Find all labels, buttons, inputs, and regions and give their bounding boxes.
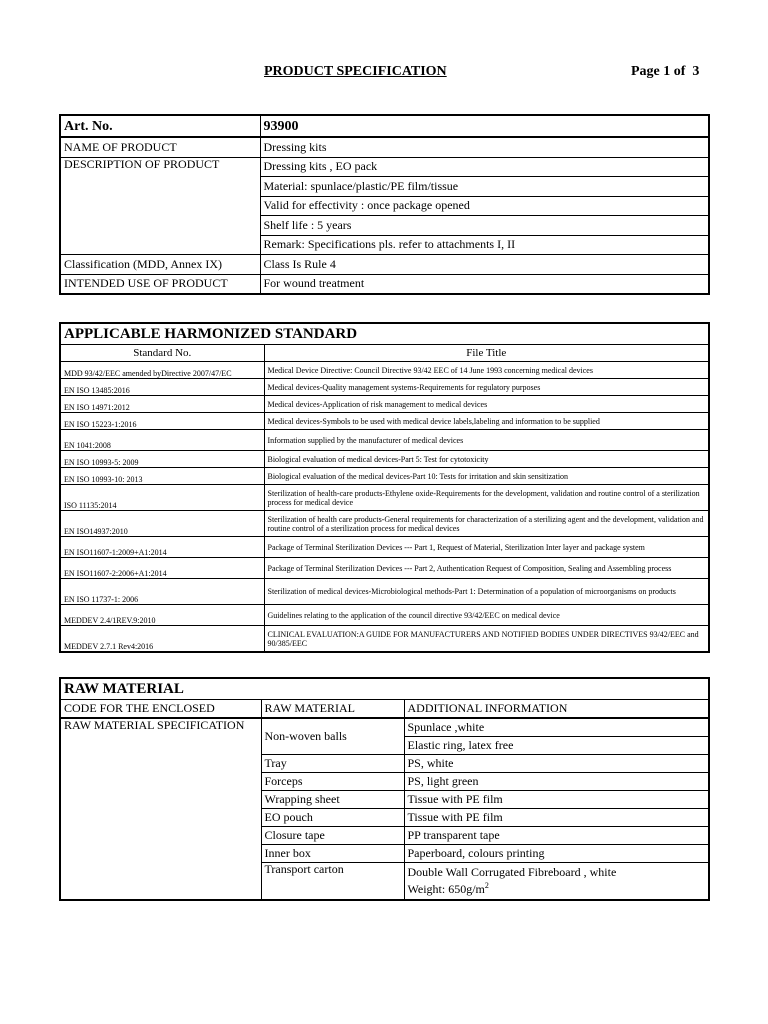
- standard-no: EN ISO 10993-5: 2009: [60, 451, 264, 468]
- raw-material-name: EO pouch: [261, 809, 404, 827]
- standard-no: ISO 11135:2014: [60, 485, 264, 511]
- file-title: Medical Device Directive: Council Directive 93/42 EEC of 14 June 1993 concerning medical devices: [264, 362, 709, 379]
- raw-material-info: PS, white: [404, 755, 709, 773]
- file-title: CLINICAL EVALUATION:A GUIDE FOR MANUFACTURERS AND NOTIFIED BODIES UNDER DIRECTIVES 93/42/EEC and 90/385/EEC: [264, 626, 709, 653]
- table-row: [60, 362, 709, 379]
- raw-material-spec-label: RAW MATERIAL SPECIFICATION: [60, 718, 261, 900]
- table-row: [60, 451, 709, 468]
- table-row: [60, 537, 709, 558]
- standard-no: MEDDEV 2.7.1 Rev4:2016: [60, 626, 264, 653]
- raw-material-name: Closure tape: [261, 827, 404, 845]
- table-row: [60, 579, 709, 605]
- raw-material-info: Tissue with PE film: [404, 809, 709, 827]
- standard-no: EN ISO11607-1:2009+A1:2014: [60, 537, 264, 558]
- standard-no: EN ISO 10993-10: 2013: [60, 468, 264, 485]
- table-row: [60, 137, 709, 157]
- raw-material-info: Elastic ring, latex free: [404, 737, 709, 755]
- standard-no: EN ISO 13485:2016: [60, 379, 264, 396]
- file-title: Biological evaluation of the medical devices-Part 10: Tests for irritation and skin sensitization: [264, 468, 709, 485]
- standard-no: MDD 93/42/EEC amended byDirective 2007/47/EC: [60, 362, 264, 379]
- standard-no: EN ISO 11737-1: 2006: [60, 579, 264, 605]
- table-row: [60, 396, 709, 413]
- weight-label: Weight: 650g/m: [407, 882, 485, 896]
- table-row: [60, 379, 709, 396]
- additional-info-header: ADDITIONAL INFORMATION: [404, 700, 709, 719]
- product-info-table: [59, 114, 710, 295]
- table-row: [60, 323, 709, 345]
- raw-material-name: Non-woven balls: [261, 718, 404, 755]
- raw-material-section-title: RAW MATERIAL: [60, 678, 709, 700]
- table-row: [60, 468, 709, 485]
- page-title: PRODUCT SPECIFICATION: [264, 64, 447, 79]
- weight-sup: 2: [484, 881, 489, 890]
- file-title: Sterilization of health care products-General requirements for characterization of a sterilizing agent and the development, validation and routine control of a sterilization process for medical devices: [264, 511, 709, 537]
- standard-no: EN ISO 14971:2012: [60, 396, 264, 413]
- standard-no: MEDDEV 2.4/1REV.9:2010: [60, 605, 264, 626]
- code-header: CODE FOR THE ENCLOSED: [60, 700, 261, 719]
- table-row: [60, 605, 709, 626]
- file-title: Medical devices-Quality management systems-Requirements for regulatory purposes: [264, 379, 709, 396]
- file-title: Medical devices-Symbols to be used with medical device labels,labeling and information to be supplied: [264, 413, 709, 430]
- file-title: Sterilization of medical devices-Microbiological methods-Part 1: Determination of a population of microorganisms on products: [264, 579, 709, 605]
- description-label: DESCRIPTION OF PRODUCT: [60, 157, 260, 255]
- art-no-value: 93900: [260, 115, 709, 137]
- file-title: Package of Terminal Sterilization Devices --- Part 1, Request of Material, Sterilization Inter layer and package system: [264, 537, 709, 558]
- file-title-header: File Title: [264, 345, 709, 362]
- standards-section-title: APPLICABLE HARMONIZED STANDARD: [60, 323, 709, 345]
- table-row: [60, 485, 709, 511]
- table-row: [60, 274, 709, 294]
- standard-no: EN ISO 15223-1:2016: [60, 413, 264, 430]
- table-row: [60, 430, 709, 451]
- product-name-value: Dressing kits: [260, 137, 709, 157]
- file-title: Sterilization of health-care products-Ethylene oxide-Requirements for the development, validation and routine control of a sterilization process for medical device: [264, 485, 709, 511]
- table-row: [60, 700, 709, 719]
- raw-material-info-cell: [404, 863, 709, 901]
- table-row: [60, 255, 709, 275]
- classification-label: Classification (MDD, Annex IX): [60, 255, 260, 275]
- table-row: [60, 558, 709, 579]
- table-row: [60, 626, 709, 653]
- standard-no: EN ISO14937:2010: [60, 511, 264, 537]
- raw-material-name: Transport carton: [261, 863, 404, 901]
- raw-material-info: Tissue with PE film: [404, 791, 709, 809]
- standard-no: EN ISO11607-2:2006+A1:2014: [60, 558, 264, 579]
- standard-no-header: Standard No.: [60, 345, 264, 362]
- raw-material-name: Tray: [261, 755, 404, 773]
- table-row: [60, 511, 709, 537]
- raw-material-name: Inner box: [261, 845, 404, 863]
- description-value: Dressing kits , EO pack: [260, 157, 709, 177]
- raw-material-info: Double Wall Corrugated Fibreboard , white: [407, 865, 617, 879]
- table-row: [60, 345, 709, 362]
- standards-table: [59, 322, 710, 653]
- file-title: Medical devices-Application of risk management to medical devices: [264, 396, 709, 413]
- raw-material-table: [59, 677, 710, 901]
- art-no-label: Art. No.: [60, 115, 260, 137]
- raw-material-info: PP transparent tape: [404, 827, 709, 845]
- file-title: Information supplied by the manufacturer of medical devices: [264, 430, 709, 451]
- raw-material-info: PS, light green: [404, 773, 709, 791]
- description-value: Material: spunlace/plastic/PE film/tissue: [260, 177, 709, 197]
- classification-value: Class Is Rule 4: [260, 255, 709, 275]
- table-row: [60, 157, 709, 177]
- raw-material-header: RAW MATERIAL: [261, 700, 404, 719]
- table-row: [60, 678, 709, 700]
- file-title: Package of Terminal Sterilization Devices --- Part 2, Authentication Request of Composition, Sealing and Assembling process: [264, 558, 709, 579]
- description-value: Remark: Specifications pls. refer to attachments I, II: [260, 235, 709, 255]
- table-row: [60, 115, 709, 137]
- description-value: Valid for effectivity : once package opened: [260, 196, 709, 216]
- intended-use-value: For wound treatment: [260, 274, 709, 294]
- raw-material-info: Paperboard, colours printing: [404, 845, 709, 863]
- raw-material-name: Wrapping sheet: [261, 791, 404, 809]
- table-row: [60, 718, 709, 737]
- standard-no: EN 1041:2008: [60, 430, 264, 451]
- product-name-label: NAME OF PRODUCT: [60, 137, 260, 157]
- file-title: Biological evaluation of medical devices-Part 5: Test for cytotoxicity: [264, 451, 709, 468]
- raw-material-info: Spunlace ,white: [404, 718, 709, 737]
- file-title: Guidelines relating to the application of the council directive 93/42/EEC on medical device: [264, 605, 709, 626]
- raw-material-name: Forceps: [261, 773, 404, 791]
- weight-info: [408, 882, 489, 896]
- intended-use-label: INTENDED USE OF PRODUCT: [60, 274, 260, 294]
- description-value: Shelf life : 5 years: [260, 216, 709, 236]
- table-row: [60, 413, 709, 430]
- page-number: Page 1 of 3: [631, 64, 700, 79]
